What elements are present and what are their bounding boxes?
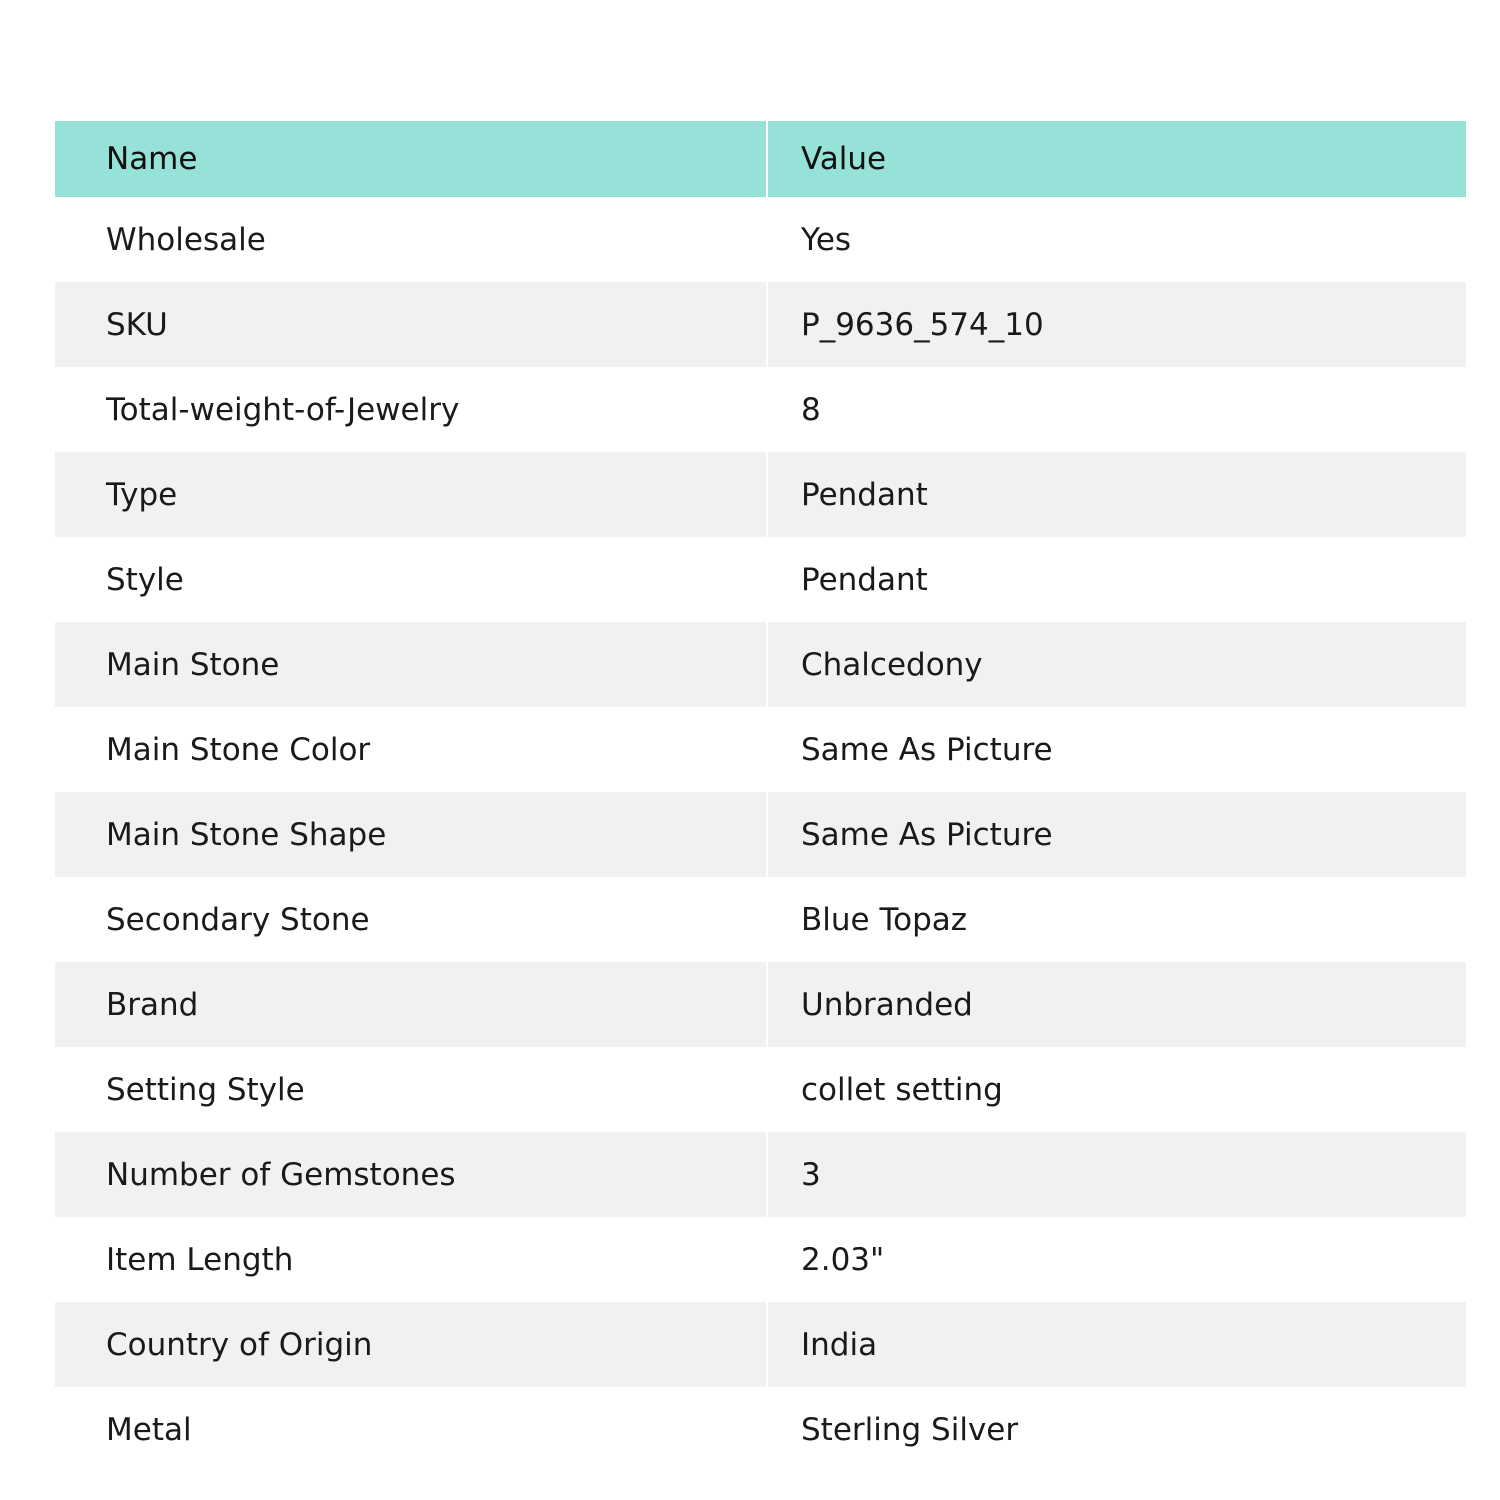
header-row [55, 121, 1466, 197]
row-value-cell: Same As Picture [766, 792, 1466, 877]
row-name-cell: SKU [55, 282, 766, 367]
table-row [55, 452, 1466, 537]
table-row [55, 197, 1466, 282]
row-value-cell: Pendant [766, 537, 1466, 622]
table-row [55, 1302, 1466, 1387]
row-name-cell: Main Stone Shape [55, 792, 766, 877]
table-body [55, 197, 1466, 1472]
row-value-cell: Sterling Silver [766, 1387, 1466, 1472]
row-name-cell: Brand [55, 962, 766, 1047]
row-value-cell: 2.03" [766, 1217, 1466, 1302]
specifications-table [55, 121, 1466, 1472]
row-value-cell: Unbranded [766, 962, 1466, 1047]
row-value-cell: Chalcedony [766, 622, 1466, 707]
table-row [55, 282, 1466, 367]
table-row [55, 537, 1466, 622]
row-name-cell: Main Stone Color [55, 707, 766, 792]
row-name-cell: Style [55, 537, 766, 622]
row-value-cell: India [766, 1302, 1466, 1387]
table-row [55, 877, 1466, 962]
row-value-cell: 8 [766, 367, 1466, 452]
table-row [55, 792, 1466, 877]
table-row [55, 367, 1466, 452]
row-value-cell: Pendant [766, 452, 1466, 537]
row-value-cell: collet setting [766, 1047, 1466, 1132]
row-name-cell: Metal [55, 1387, 766, 1472]
row-value-cell: Yes [766, 197, 1466, 282]
table-row [55, 1217, 1466, 1302]
row-name-cell: Total-weight-of-Jewelry [55, 367, 766, 452]
row-name-cell: Type [55, 452, 766, 537]
table-row [55, 622, 1466, 707]
row-name-cell: Main Stone [55, 622, 766, 707]
table-row [55, 1387, 1466, 1472]
row-name-cell: Item Length [55, 1217, 766, 1302]
table-row [55, 1047, 1466, 1132]
row-value-cell: 3 [766, 1132, 1466, 1217]
row-value-cell: Same As Picture [766, 707, 1466, 792]
table-header [55, 121, 1466, 197]
table-row [55, 707, 1466, 792]
row-name-cell: Setting Style [55, 1047, 766, 1132]
table-row [55, 1132, 1466, 1217]
column-header-name: Name [55, 121, 766, 197]
column-header-value: Value [766, 121, 1466, 197]
row-value-cell: P_9636_574_10 [766, 282, 1466, 367]
row-name-cell: Wholesale [55, 197, 766, 282]
table-row [55, 962, 1466, 1047]
row-name-cell: Secondary Stone [55, 877, 766, 962]
row-value-cell: Blue Topaz [766, 877, 1466, 962]
row-name-cell: Number of Gemstones [55, 1132, 766, 1217]
row-name-cell: Country of Origin [55, 1302, 766, 1387]
